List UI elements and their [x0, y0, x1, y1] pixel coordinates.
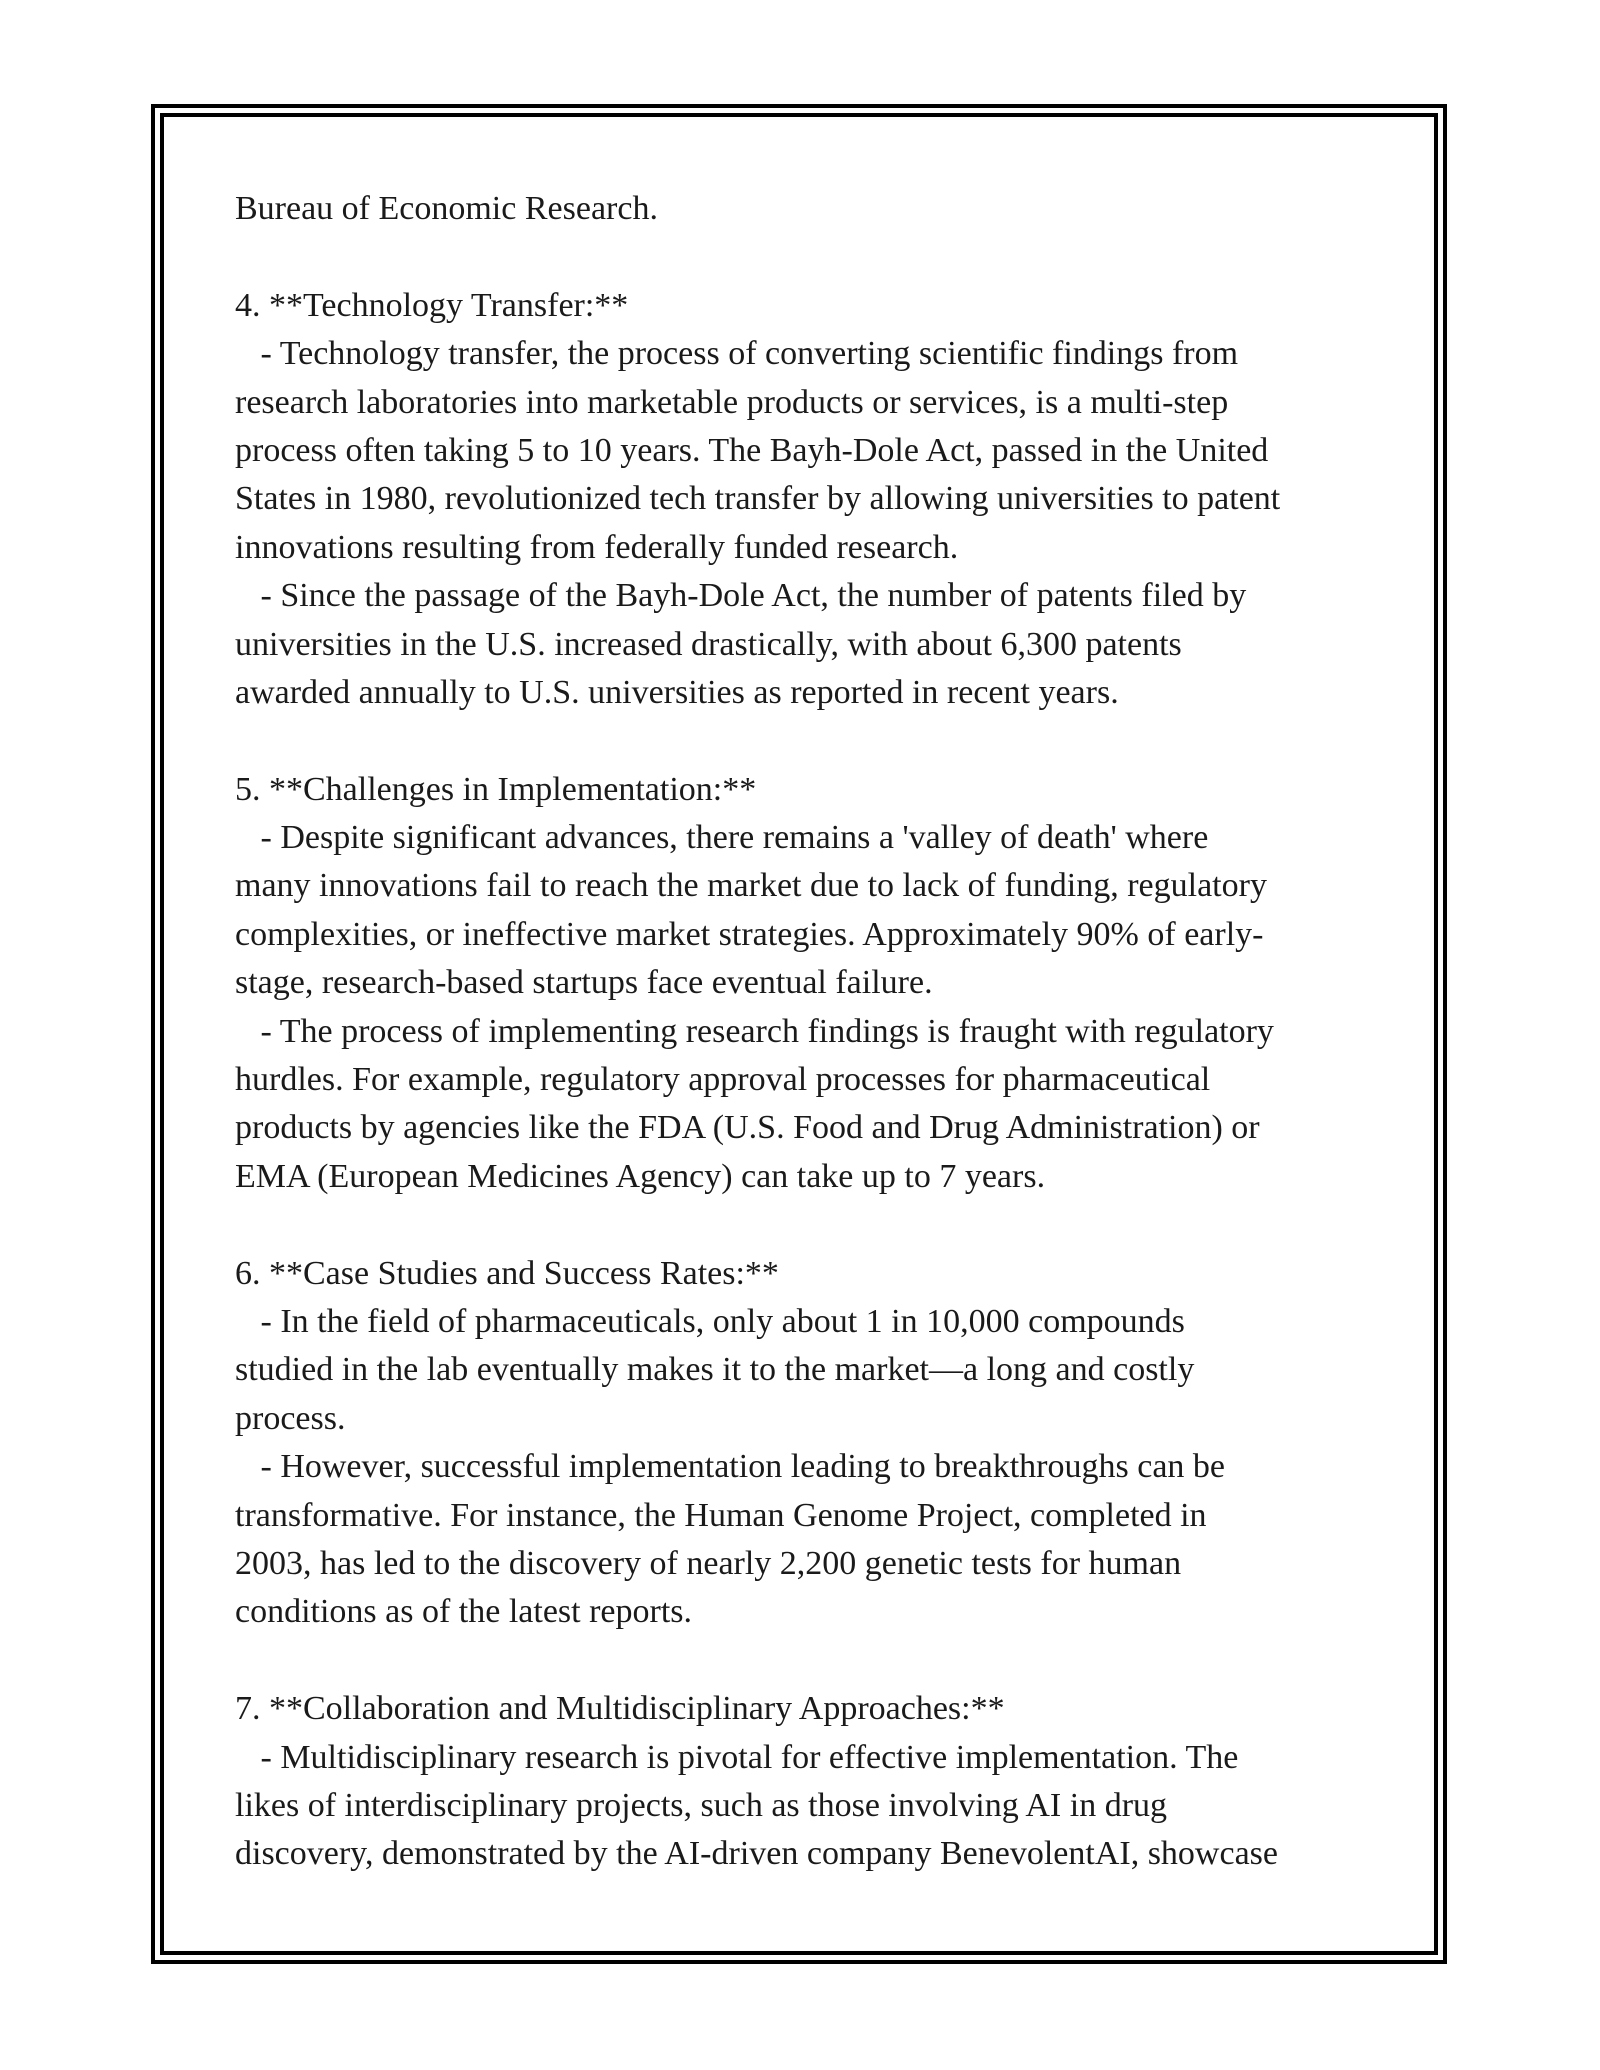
- text-line: Bureau of Economic Research.: [235, 190, 658, 227]
- text-line: 2003, has led to the discovery of nearly 2,200 genetic tests for human: [235, 1544, 1182, 1582]
- section-heading: 5. **Challenges in Implementation:**: [235, 770, 757, 808]
- text-line: - In the field of pharmaceuticals, only about 1 in 10,000 compounds: [235, 1302, 1185, 1340]
- text-line: stage, research-based startups face eventual failure.: [235, 964, 933, 1002]
- text-line: many innovations fail to reach the market due to lack of funding, regulatory: [235, 867, 1267, 905]
- text-line: products by agencies like the FDA (U.S. Food and Drug Administration) or: [235, 1109, 1260, 1147]
- text-line: transformative. For instance, the Human Genome Project, completed in: [235, 1496, 1207, 1534]
- text-line: hurdles. For example, regulatory approval processes for pharmaceutical: [235, 1061, 1211, 1099]
- text-line: process often taking 5 to 10 years. The Bayh-Dole Act, passed in the United: [235, 431, 1269, 469]
- text-line: - Multidisciplinary research is pivotal for effective implementation. The: [235, 1738, 1239, 1776]
- text-line: studied in the lab eventually makes it to the market—a long and costly: [235, 1351, 1195, 1389]
- text-line: universities in the U.S. increased drastically, with about 6,300 patents: [235, 625, 1182, 663]
- text-line: - Despite significant advances, there remains a 'valley of death' where: [235, 819, 1209, 857]
- text-line: - The process of implementing research findings is fraught with regulatory: [235, 1012, 1274, 1050]
- blank-line: [235, 717, 1375, 765]
- text-line: discovery, demonstrated by the AI-driven company BenevolentAI, showcase: [235, 1835, 1278, 1873]
- text-line: likes of interdisciplinary projects, such as those involving AI in drug: [235, 1786, 1168, 1824]
- section-heading: 6. **Case Studies and Success Rates:**: [235, 1254, 779, 1292]
- text-line: awarded annually to U.S. universities as reported in recent years.: [235, 673, 1119, 711]
- blank-line: [235, 1201, 1375, 1249]
- text-line: EMA (European Medicines Agency) can take up to 7 years.: [235, 1157, 1046, 1195]
- text-line: - Technology transfer, the process of converting scientific findings from: [235, 335, 1239, 373]
- blank-line: [235, 233, 1375, 281]
- text-line: complexities, or ineffective market strategies. Approximately 90% of early-: [235, 915, 1264, 953]
- blank-line: [235, 1637, 1375, 1685]
- section-heading: 7. **Collaboration and Multidisciplinary Approaches:**: [235, 1690, 1005, 1728]
- text-line: - However, successful implementation leading to breakthroughs can be: [235, 1448, 1226, 1486]
- section-heading: 4. **Technology Transfer:**: [235, 286, 629, 324]
- text-line: conditions as of the latest reports.: [235, 1593, 693, 1631]
- document-body: [235, 185, 1375, 1879]
- text-line: innovations resulting from federally funded research.: [235, 528, 959, 566]
- text-line: States in 1980, revolutionized tech transfer by allowing universities to patent: [235, 480, 1281, 518]
- text-line: research laboratories into marketable products or services, is a multi-step: [235, 383, 1229, 421]
- text-line: process.: [235, 1399, 346, 1437]
- text-line: - Since the passage of the Bayh-Dole Act, the number of patents filed by: [235, 577, 1247, 615]
